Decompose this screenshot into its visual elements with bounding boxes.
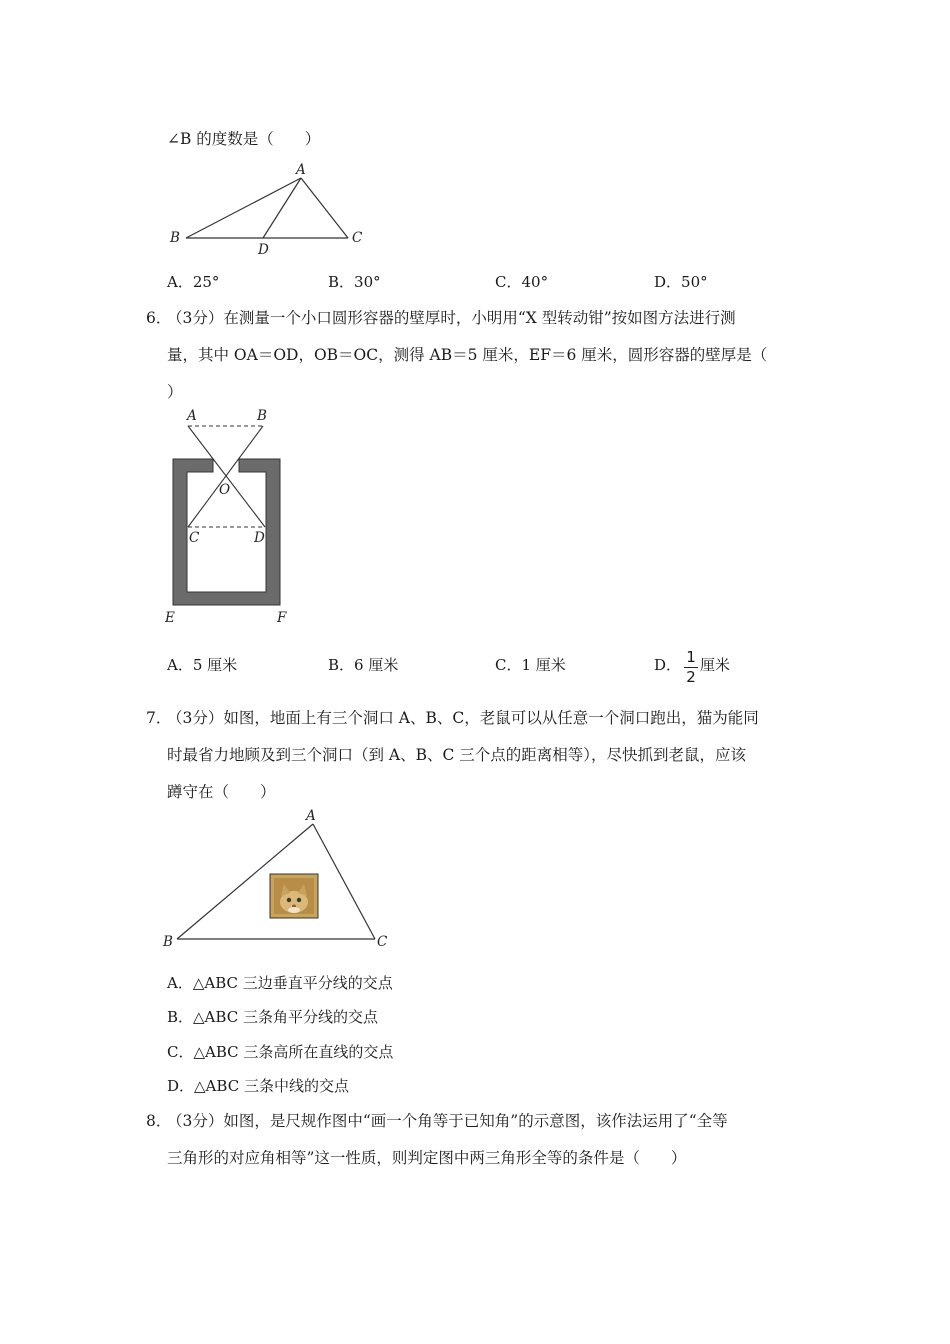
q6-line-1: （3分）在测量一个小口圆形容器的壁厚时，小明用“X 型转动钳”按如图方法进行测 bbox=[167, 309, 736, 327]
q6-number: 6． bbox=[146, 309, 172, 327]
q7-option-d[interactable]: D．△ABC 三条中线的交点 bbox=[167, 1077, 349, 1095]
q6-label-c: C bbox=[189, 530, 200, 546]
q7-number: 7． bbox=[146, 709, 172, 727]
q5-stem-tail: ∠B 的度数是（ ） bbox=[167, 130, 321, 148]
q5-label-a: A bbox=[296, 162, 306, 178]
q7-line-2: 时最省力地顾及到三个洞口（到 A、B、C 三个点的距离相等），尽快抓到老鼠，应该 bbox=[167, 746, 747, 764]
q7-label-c: C bbox=[377, 934, 388, 950]
q6-label-e: E bbox=[165, 610, 175, 626]
q5-option-d[interactable]: D．50° bbox=[654, 273, 708, 291]
q5-label-b: B bbox=[170, 230, 180, 246]
q6-label-f: F bbox=[277, 610, 287, 626]
q6-option-d[interactable]: D． bbox=[654, 656, 682, 674]
q6-label-b: B bbox=[257, 408, 267, 424]
q5-option-a[interactable]: A．25° bbox=[167, 273, 220, 291]
q6-label-o: O bbox=[219, 482, 231, 498]
q8-line-1: （3分）如图，是尺规作图中“画一个角等于已知角”的示意图，该作法运用了“全等 bbox=[167, 1112, 728, 1130]
q5-option-c[interactable]: C．40° bbox=[495, 273, 549, 291]
fraction-denominator: 2 bbox=[686, 668, 696, 686]
q7-line-3: 蹲守在（ ） bbox=[167, 783, 276, 801]
q7-option-c[interactable]: C．△ABC 三条高所在直线的交点 bbox=[167, 1043, 394, 1061]
q6-line-2: 量，其中 OA＝OD，OB＝OC，测得 AB＝5 厘米，EF＝6 厘米，圆形容器的壁厚是（ bbox=[167, 346, 768, 364]
q6-line-3: ） bbox=[167, 383, 183, 401]
q7-option-a[interactable]: A．△ABC 三边垂直平分线的交点 bbox=[167, 974, 393, 992]
cat-icon bbox=[270, 874, 318, 918]
q7-label-a: A bbox=[306, 808, 316, 824]
q6-option-b[interactable]: B．6 厘米 bbox=[328, 656, 399, 674]
q5-label-c: C bbox=[352, 230, 363, 246]
q6-label-d: D bbox=[254, 530, 265, 546]
q5-option-b[interactable]: B．30° bbox=[328, 273, 381, 291]
q6-label-a: A bbox=[187, 408, 197, 424]
q7-line-1: （3分）如图，地面上有三个洞口 A、B、C，老鼠可以从任意一个洞口跑出，猫为能同 bbox=[167, 709, 759, 727]
q6-option-d-unit: 厘米 bbox=[700, 656, 731, 674]
fraction-numerator: 1 bbox=[686, 648, 696, 666]
q7-option-b[interactable]: B．△ABC 三条角平分线的交点 bbox=[167, 1008, 378, 1026]
q6-option-a[interactable]: A．5 厘米 bbox=[167, 656, 238, 674]
q5-label-d: D bbox=[258, 242, 269, 258]
q7-label-b: B bbox=[163, 934, 173, 950]
q8-number: 8． bbox=[146, 1112, 172, 1130]
q8-line-2: 三角形的对应角相等”这一性质，则判定图中两三角形全等的条件是（ ） bbox=[167, 1149, 687, 1167]
q6-option-c[interactable]: C．1 厘米 bbox=[495, 656, 566, 674]
